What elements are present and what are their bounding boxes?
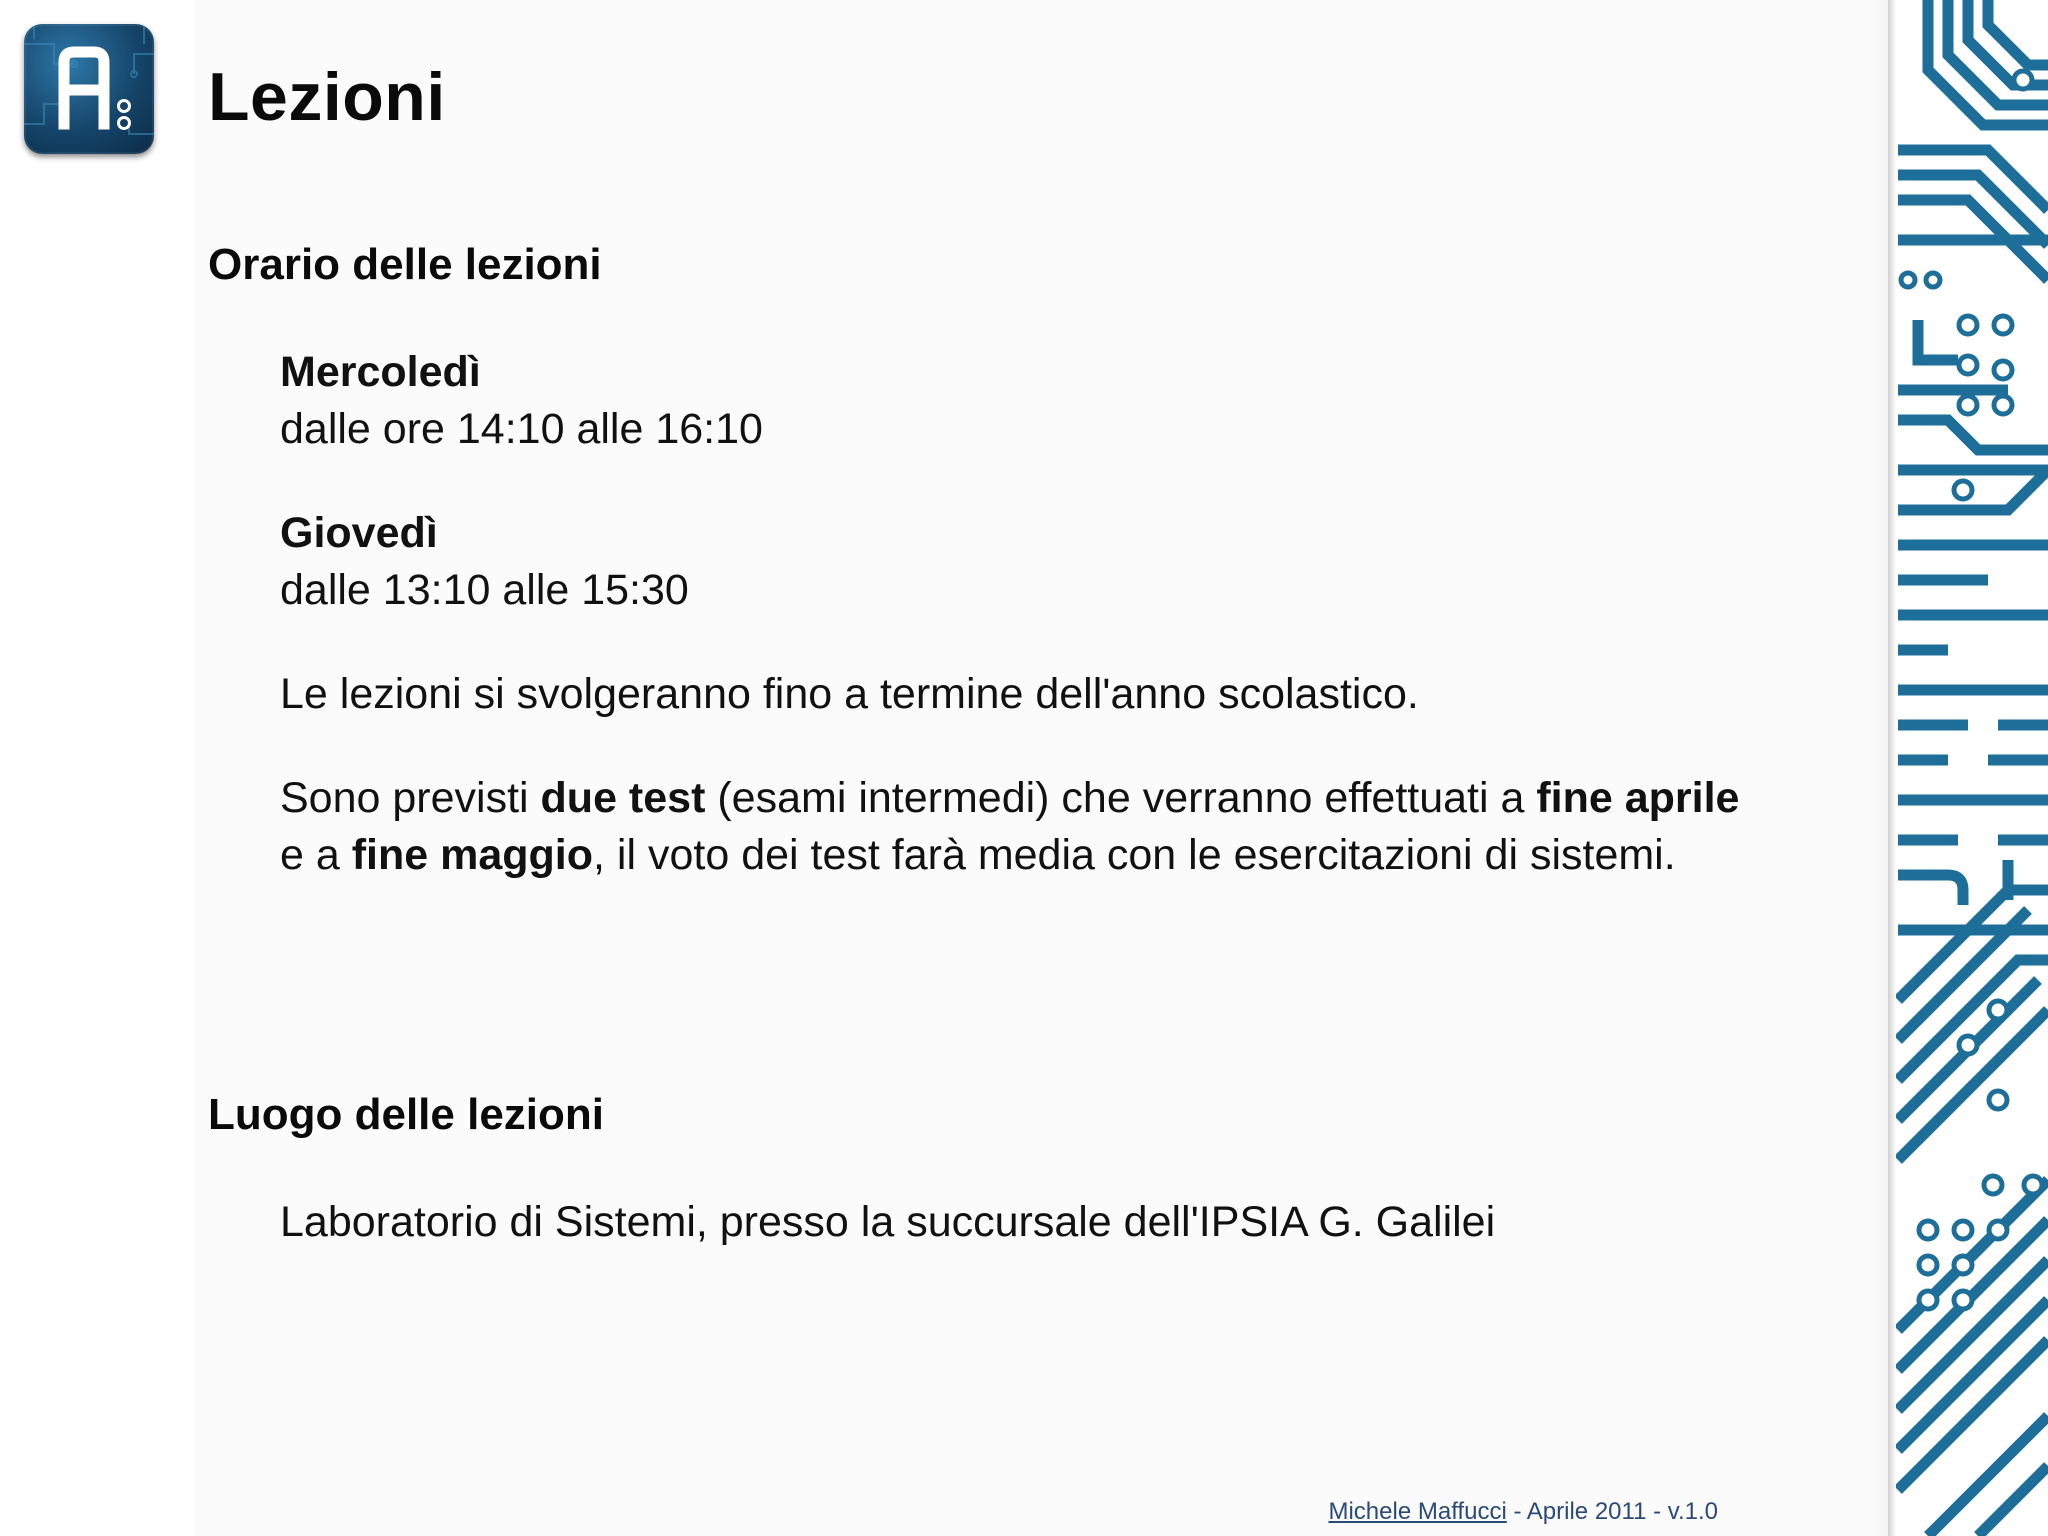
tests-paragraph	[280, 770, 1760, 884]
circuit-board-decoration	[1888, 0, 2048, 1536]
tests-bold-may: fine maggio	[351, 831, 594, 879]
day-block-wednesday	[280, 344, 1760, 458]
school-year-note: Le lezioni si svolgeranno fino a termine dell'anno scolastico.	[280, 670, 1419, 718]
location-heading: Luogo delle lezioni	[208, 1090, 604, 1139]
tests-text: Sono previsti	[280, 774, 541, 822]
day-time: dalle ore 14:10 alle 16:10	[280, 405, 763, 453]
tests-text: (esami intermedi) che verranno effettuati a	[705, 774, 1537, 822]
day-time: dalle 13:10 alle 15:30	[280, 566, 689, 614]
tests-bold-april: fine aprile	[1536, 774, 1740, 822]
schedule-heading: Orario delle lezioni	[208, 240, 602, 289]
tests-bold-count: due test	[540, 774, 706, 822]
footer-version: - Aprile 2011 - v.1.0	[1506, 1498, 1718, 1525]
logo-icon	[24, 24, 154, 154]
day-name: Mercoledì	[280, 348, 481, 396]
day-block-thursday	[280, 505, 1760, 619]
page-title: Lezioni	[208, 59, 446, 135]
day-name: Giovedì	[280, 509, 438, 557]
tests-text: e a	[280, 831, 352, 879]
location-text: Laboratorio di Sistemi, presso la succursale dell'IPSIA G. Galilei	[280, 1198, 1496, 1246]
tests-text: , il voto dei test farà media con le esercitazioni di sistemi.	[593, 831, 1676, 879]
author-link[interactable]: Michele Maffucci	[1328, 1498, 1507, 1525]
footer	[1328, 1498, 1718, 1526]
